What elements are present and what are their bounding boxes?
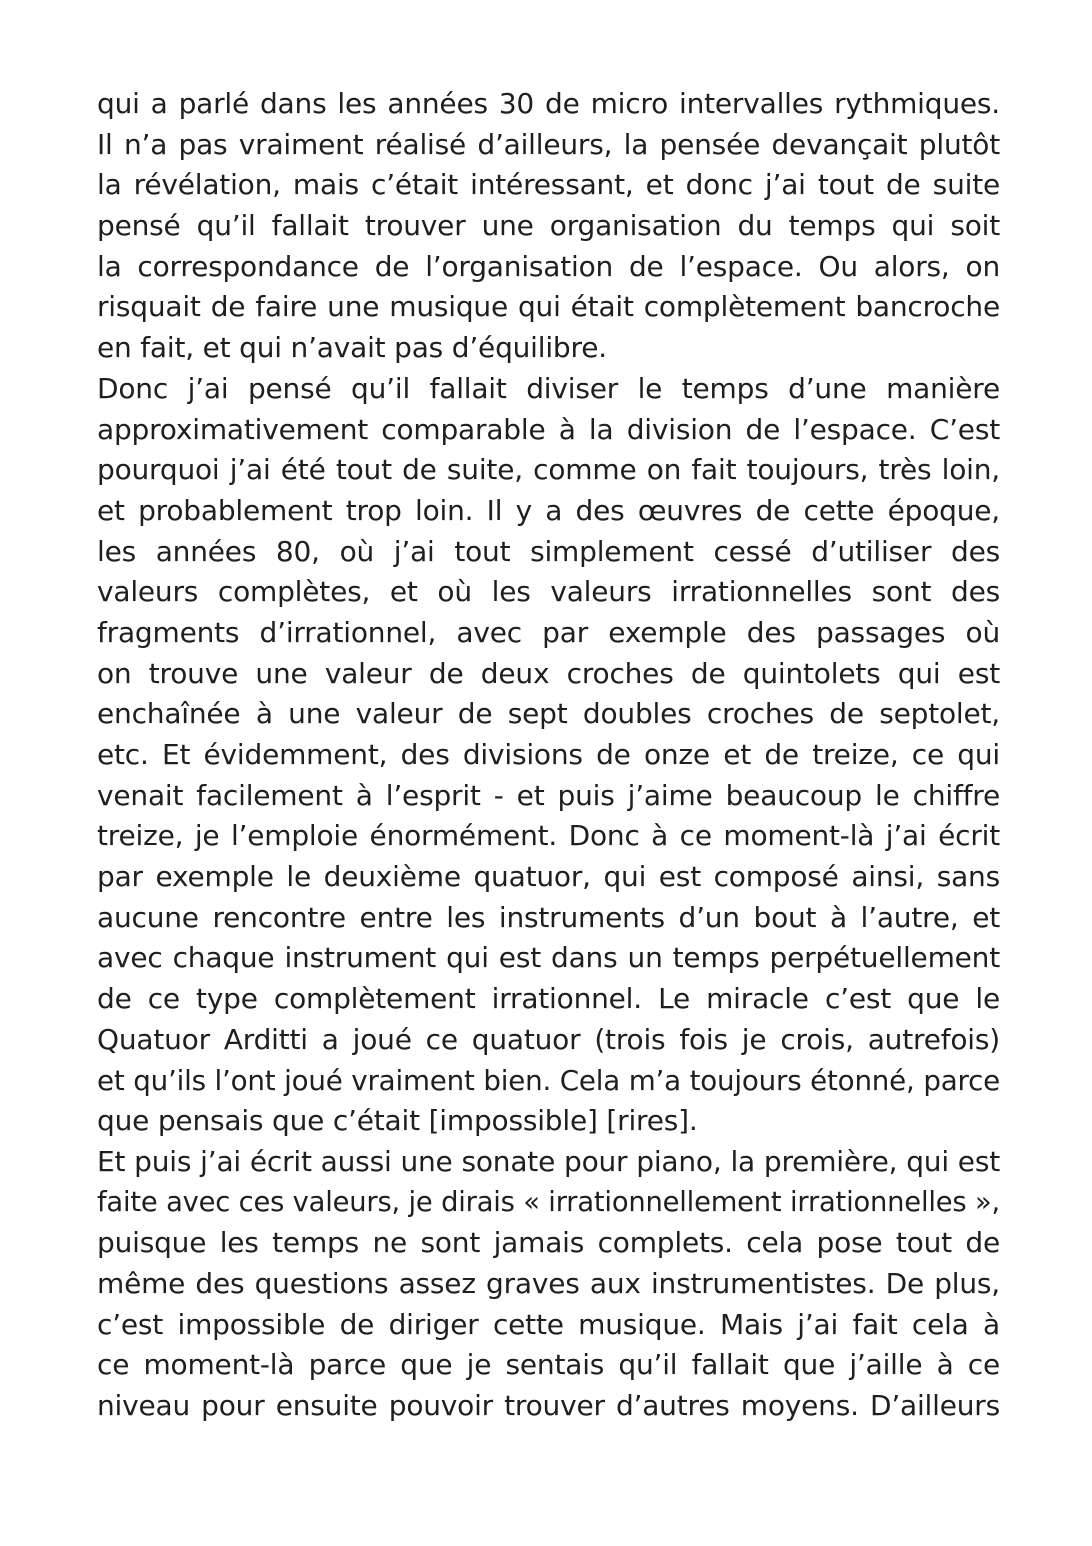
- text-line: en fait, et qui n’avait pas d’équilibre.: [97, 331, 607, 365]
- text-line: Donc j’ai pensé qu’il fallait diviser le temps d’une manière: [97, 371, 1000, 405]
- text-line: Quatuor Arditti a joué ce quatuor (trois fois je crois, autrefois): [97, 1022, 1000, 1056]
- text-line: aucune rencontre entre les instruments d’un bout à l’autre, et: [97, 900, 1000, 934]
- text-line: même des questions assez graves aux instrumentistes. De plus,: [97, 1266, 1000, 1300]
- text-line: et qu’ils l’ont joué vraiment bien. Cela m’a toujours étonné, parce: [97, 1063, 1000, 1097]
- text-line: la révélation, mais c’était intéressant, et donc j’ai tout de suite: [97, 168, 1000, 202]
- text-line: de ce type complètement irrationnel. Le miracle c’est que le: [97, 982, 1000, 1016]
- text-line: faite avec ces valeurs, je dirais « irrationnellement irrationnelles »,: [97, 1186, 1000, 1218]
- text-line: treize, je l’emploie énormément. Donc à ce moment-là j’ai écrit: [97, 819, 1000, 853]
- text-line: que pensais que c’était [impossible] [rires].: [97, 1104, 698, 1138]
- text-line: la correspondance de l’organisation de l’espace. Ou alors, on: [97, 249, 1000, 283]
- text-line: puisque les temps ne sont jamais complets. cela pose tout de: [97, 1226, 1000, 1260]
- text-line: et probablement trop loin. Il y a des œuvres de cette époque,: [97, 493, 1000, 527]
- text-line: c’est impossible de diriger cette musique. Mais j’ai fait cela à: [97, 1307, 1000, 1341]
- text-line: valeurs complètes, et où les valeurs irrationnelles sont des: [97, 575, 1000, 609]
- text-line: avec chaque instrument qui est dans un temps perpétuellement: [97, 941, 1000, 975]
- paragraph-3: [97, 1142, 1000, 1427]
- paragraph-1: [97, 84, 1000, 369]
- text-line: les années 80, où j’ai tout simplement cessé d’utiliser des: [97, 534, 1000, 568]
- text-line: venait facilement à l’esprit - et puis j’aime beaucoup le chiffre: [97, 778, 1000, 812]
- text-line: enchaînée à une valeur de sept doubles croches de septolet,: [97, 697, 1000, 731]
- text-line: on trouve une valeur de deux croches de quintolets qui est: [97, 656, 1000, 690]
- text-line: pourquoi j’ai été tout de suite, comme on fait toujours, très loin,: [97, 453, 1000, 487]
- document-page: [97, 84, 1000, 1427]
- text-line: pensé qu’il fallait trouver une organisation du temps qui soit: [97, 209, 1000, 243]
- paragraph-2: [97, 369, 1000, 1142]
- text-line: approximativement comparable à la division de l’espace. C’est: [97, 412, 1000, 446]
- text-line: risquait de faire une musique qui était complètement bancroche: [97, 290, 1000, 324]
- text-line: etc. Et évidemment, des divisions de onze et de treize, ce qui: [97, 738, 1000, 771]
- text-line: Et puis j’ai écrit aussi une sonate pour piano, la première, qui est: [97, 1144, 1000, 1178]
- text-line: par exemple le deuxième quatuor, qui est composé ainsi, sans: [97, 860, 1000, 894]
- text-line: ce moment-là parce que je sentais qu’il fallait que j’aille à ce: [97, 1348, 1000, 1382]
- text-line: niveau pour ensuite pouvoir trouver d’autres moyens. D’ailleurs: [97, 1389, 1000, 1422]
- text-line: Il n’a pas vraiment réalisé d’ailleurs, la pensée devançait plutôt: [97, 127, 1000, 161]
- text-line: qui a parlé dans les années 30 de micro intervalles rythmiques.: [97, 87, 1000, 120]
- text-line: fragments d’irrationnel, avec par exemple des passages où: [97, 615, 1000, 649]
